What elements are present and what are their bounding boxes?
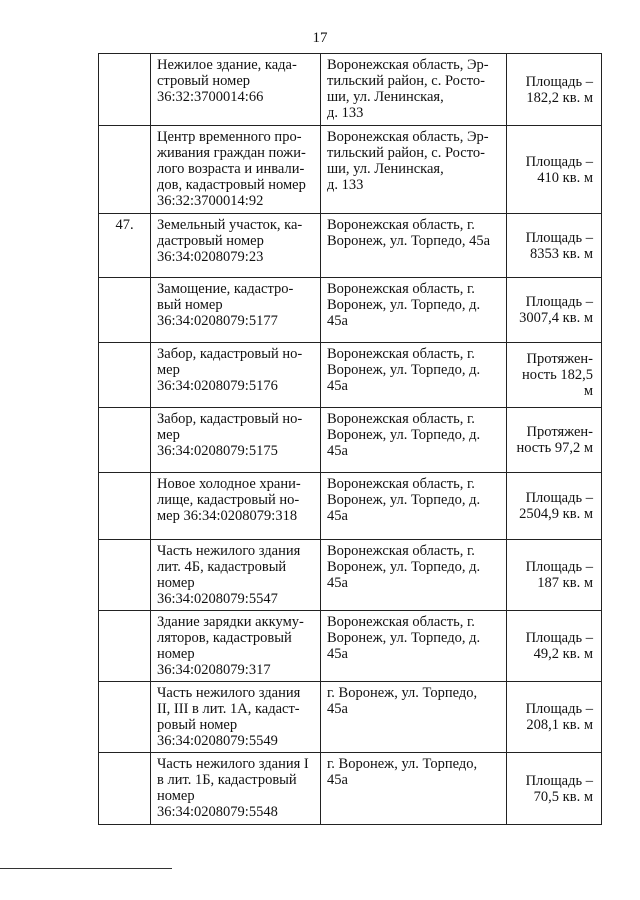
object-area: Площадь – 410 кв. м [507,126,602,214]
object-address: г. Воронеж, ул. Торпедо, 45а [321,682,507,753]
row-number [99,408,151,473]
object-address: Воронежская область, г. Воронеж, ул. Торпедо, д. 45а [321,278,507,343]
object-name: Часть нежилого здания II, III в лит. 1А, кадаст- ровый номер 36:34:0208079:5549 [151,682,321,753]
object-address: Воронежская область, г. Воронеж, ул. Торпедо, д. 45а [321,408,507,473]
object-name: Часть нежилого здания I в лит. 1Б, кадастровый номер 36:34:0208079:5548 [151,753,321,825]
row-number [99,611,151,682]
object-name: Центр временного про- живания граждан пожи- лого возраста и инвали- дов, кадастровый номер 36:32:3700014:92 [151,126,321,214]
table-row [99,753,602,825]
object-area: Площадь – 49,2 кв. м [507,611,602,682]
row-number [99,473,151,540]
table-row [99,214,602,278]
table-row [99,54,602,126]
object-area: Протяжен- ность 182,5 м [507,343,602,408]
row-number [99,54,151,126]
row-number [99,278,151,343]
object-name: Нежилое здание, када- стровый номер 36:32:3700014:66 [151,54,321,126]
object-area: Площадь – 3007,4 кв. м [507,278,602,343]
row-number: 47. [99,214,151,278]
object-area: Площадь – 187 кв. м [507,540,602,611]
object-area: Площадь – 70,5 кв. м [507,753,602,825]
table-row [99,278,602,343]
page-number: 17 [312,30,328,46]
table-row [99,126,602,214]
object-address: Воронежская область, г. Воронеж, ул. Торпедо, д. 45а [321,473,507,540]
object-address: Воронежская область, г. Воронеж, ул. Торпедо, д. 45а [321,611,507,682]
object-area: Площадь – 182,2 кв. м [507,54,602,126]
property-table [98,53,602,825]
object-name: Здание зарядки аккуму- ляторов, кадастровый номер 36:34:0208079:317 [151,611,321,682]
object-name: Забор, кадастровый но- мер 36:34:0208079:5175 [151,408,321,473]
footnote-separator [0,868,172,869]
row-number [99,540,151,611]
object-address: Воронежская область, г. Воронеж, ул. Торпедо, д. 45а [321,343,507,408]
object-name: Новое холодное храни- лище, кадастровый но- мер 36:34:0208079:318 [151,473,321,540]
object-address: Воронежская область, Эр- тильский район, с. Росто- ши, ул. Ленинская, д. 133 [321,126,507,214]
object-name: Замощение, кадастро- вый номер 36:34:0208079:5177 [151,278,321,343]
table-row [99,682,602,753]
object-address: г. Воронеж, ул. Торпедо, 45а [321,753,507,825]
table-row [99,611,602,682]
object-area: Протяжен- ность 97,2 м [507,408,602,473]
object-address: Воронежская область, г. Воронеж, ул. Торпедо, д. 45а [321,540,507,611]
table-row [99,540,602,611]
object-area: Площадь – 208,1 кв. м [507,682,602,753]
object-area: Площадь – 8353 кв. м [507,214,602,278]
object-name: Часть нежилого здания лит. 4Б, кадастровый номер 36:34:0208079:5547 [151,540,321,611]
object-name: Забор, кадастровый но- мер 36:34:0208079:5176 [151,343,321,408]
object-area: Площадь – 2504,9 кв. м [507,473,602,540]
table-row [99,343,602,408]
object-address: Воронежская область, Эр- тильский район, с. Росто- ши, ул. Ленинская, д. 133 [321,54,507,126]
object-address: Воронежская область, г. Воронеж, ул. Торпедо, 45а [321,214,507,278]
row-number [99,682,151,753]
row-number [99,753,151,825]
object-name: Земельный участок, ка- дастровый номер 36:34:0208079:23 [151,214,321,278]
row-number [99,126,151,214]
table-row [99,408,602,473]
table-row [99,473,602,540]
row-number [99,343,151,408]
